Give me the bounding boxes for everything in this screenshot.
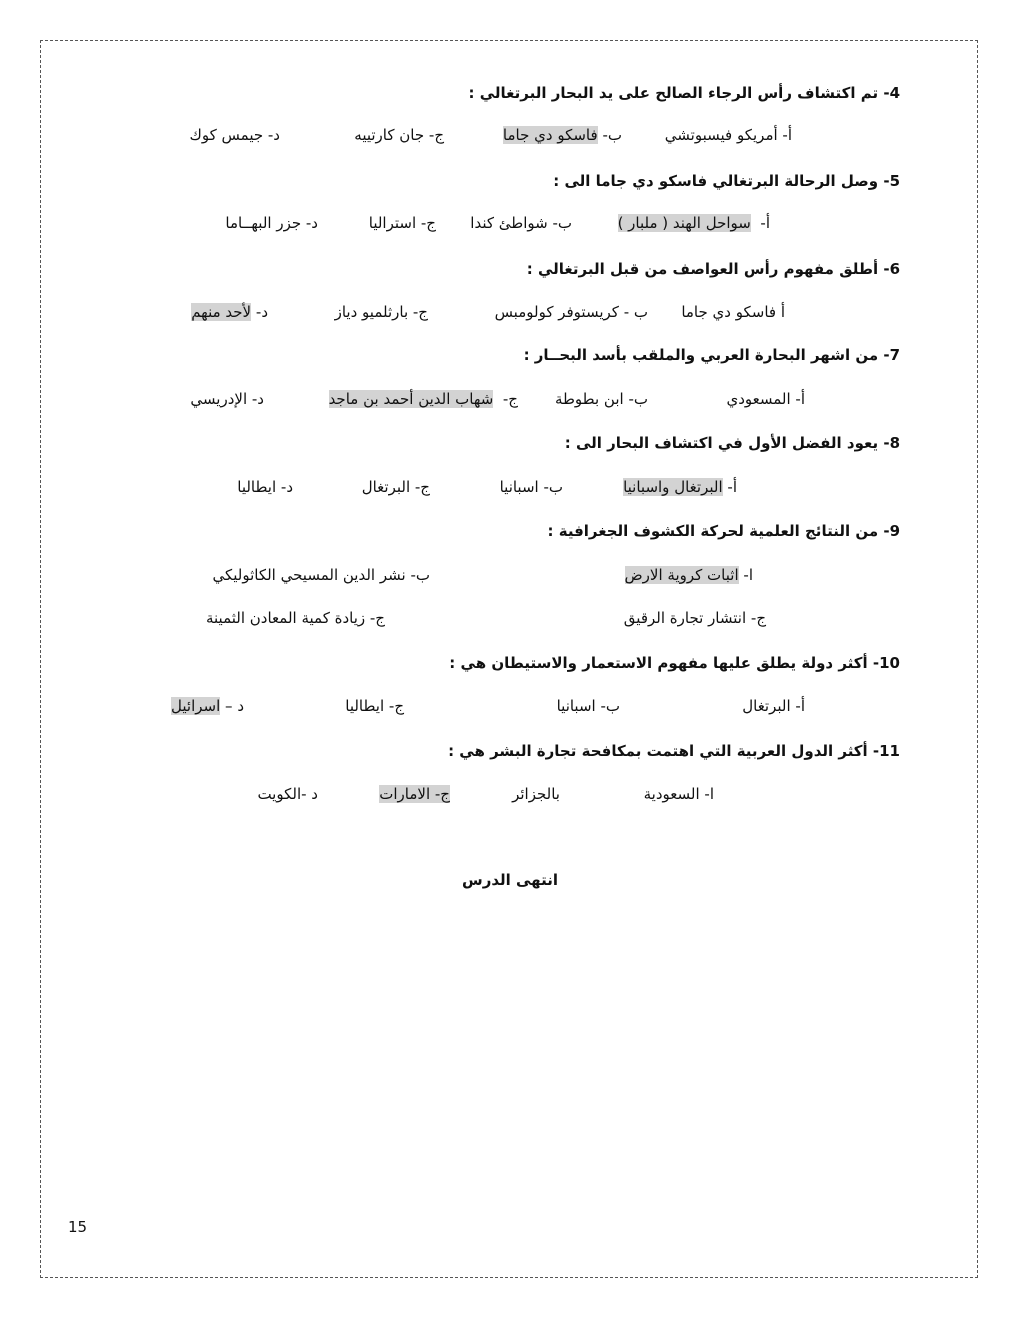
q10-option-d-letter: د –: [225, 697, 244, 715]
q5-option-a-letter: أ-: [760, 214, 770, 232]
q4-option-d: د- جيمس كوك: [189, 126, 280, 144]
question-5: 5- وصل الرحالة البرتغالي فاسكو دي جاما الى :: [553, 172, 900, 190]
question-4: 4- تم اكتشاف رأس الرجاء الصالح على يد البحار البرتغالي :: [468, 84, 900, 102]
q10-option-b: ب- اسبانيا: [556, 697, 620, 715]
q6-option-a: أ فاسكو دي جاما: [681, 303, 785, 321]
question-6: 6- أطلق مفهوم رأس العواصف من قبل البرتغالي :: [526, 260, 900, 278]
q10-option-c: ج- ايطاليا: [345, 697, 404, 715]
lesson-end-text: انتهى الدرس: [462, 871, 558, 889]
page-number: 15: [68, 1218, 88, 1236]
q5-option-b: ب- شواطئ كندا: [470, 214, 572, 232]
q7-option-c: [329, 390, 518, 408]
q6-option-d-answer: لأحد منهم: [191, 303, 252, 321]
q5-option-a-answer: سواحل الهند ( ملبار ): [617, 214, 751, 232]
q6-option-c: ج- بارثلميو دياز: [334, 303, 428, 321]
q9-option-a-answer: اثبات كروية الارض: [624, 566, 739, 584]
q6-option-b: ب - كريستوفر كولومبس: [494, 303, 648, 321]
q4-option-b-answer: فاسكو دي جاما: [502, 126, 598, 144]
q4-option-b-letter: ب-: [602, 126, 622, 144]
q6-option-d-letter: د-: [255, 303, 268, 321]
q9-option-a-letter: ا-: [743, 566, 753, 584]
q8-option-a-letter: أ-: [727, 478, 737, 496]
q11-option-c-answer: ج- الامارات: [379, 785, 450, 803]
q7-option-c-answer: شهاب الدين أحمد بن ماجد: [328, 390, 494, 408]
question-7: 7- من اشهر البحارة العربي والملقب بأسد البحــار :: [523, 346, 900, 364]
q10-option-d-answer: اسرائيل: [171, 697, 221, 715]
q11-option-d: د -الكويت: [257, 785, 318, 803]
q11-option-c: [379, 785, 450, 803]
q10-option-a: أ- البرتغال: [742, 697, 805, 715]
q9-option-b: ب- نشر الدين المسيحي الكاثوليكي: [212, 566, 430, 584]
q5-option-d: د- جزر البهــاما: [225, 214, 318, 232]
q7-option-d: د- الإدريسي: [190, 390, 264, 408]
question-9: 9- من النتائج العلمية لحركة الكشوف الجغرافية :: [547, 522, 900, 540]
q4-option-c: ج- جان كارتييه: [354, 126, 444, 144]
q9-option-c: ج- انتشار تجارة الرقيق: [623, 609, 766, 627]
q8-option-d: د- ايطاليا: [237, 478, 293, 496]
q11-option-a: ا- السعودية: [643, 785, 714, 803]
q7-option-a: أ- المسعودي: [726, 390, 805, 408]
q5-option-c: ج- استراليا: [368, 214, 436, 232]
q8-option-a-answer: البرتغال واسبانيا: [623, 478, 723, 496]
question-8: 8- يعود الفضل الأول في اكتشاف البحار الى :: [564, 434, 900, 452]
q9-option-d: ج- زيادة كمية المعادن الثمينة: [205, 609, 385, 627]
q8-option-c: ج- البرتغال: [361, 478, 430, 496]
q11-option-b: بالجزائر: [512, 785, 560, 803]
question-10: 10- أكثر دولة يطلق عليها مفهوم الاستعمار والاستيطان هي :: [449, 654, 900, 672]
q4-option-a: أ- أمريكو فيسبوتشي: [664, 126, 792, 144]
q6-option-d: [191, 303, 268, 321]
q9-option-a: [625, 566, 753, 584]
q7-option-b: ب- ابن بطوطة: [554, 390, 648, 408]
question-11: 11- أكثر الدول العربية التي اهتمت بمكافحة تجارة البشر هي :: [448, 742, 900, 760]
q5-option-a: [618, 214, 770, 232]
q10-option-d: [171, 697, 244, 715]
q8-option-a: [623, 478, 737, 496]
q8-option-b: ب- اسبانيا: [499, 478, 563, 496]
q7-option-c-letter: ج-: [502, 390, 518, 408]
q4-option-b: [503, 126, 622, 144]
